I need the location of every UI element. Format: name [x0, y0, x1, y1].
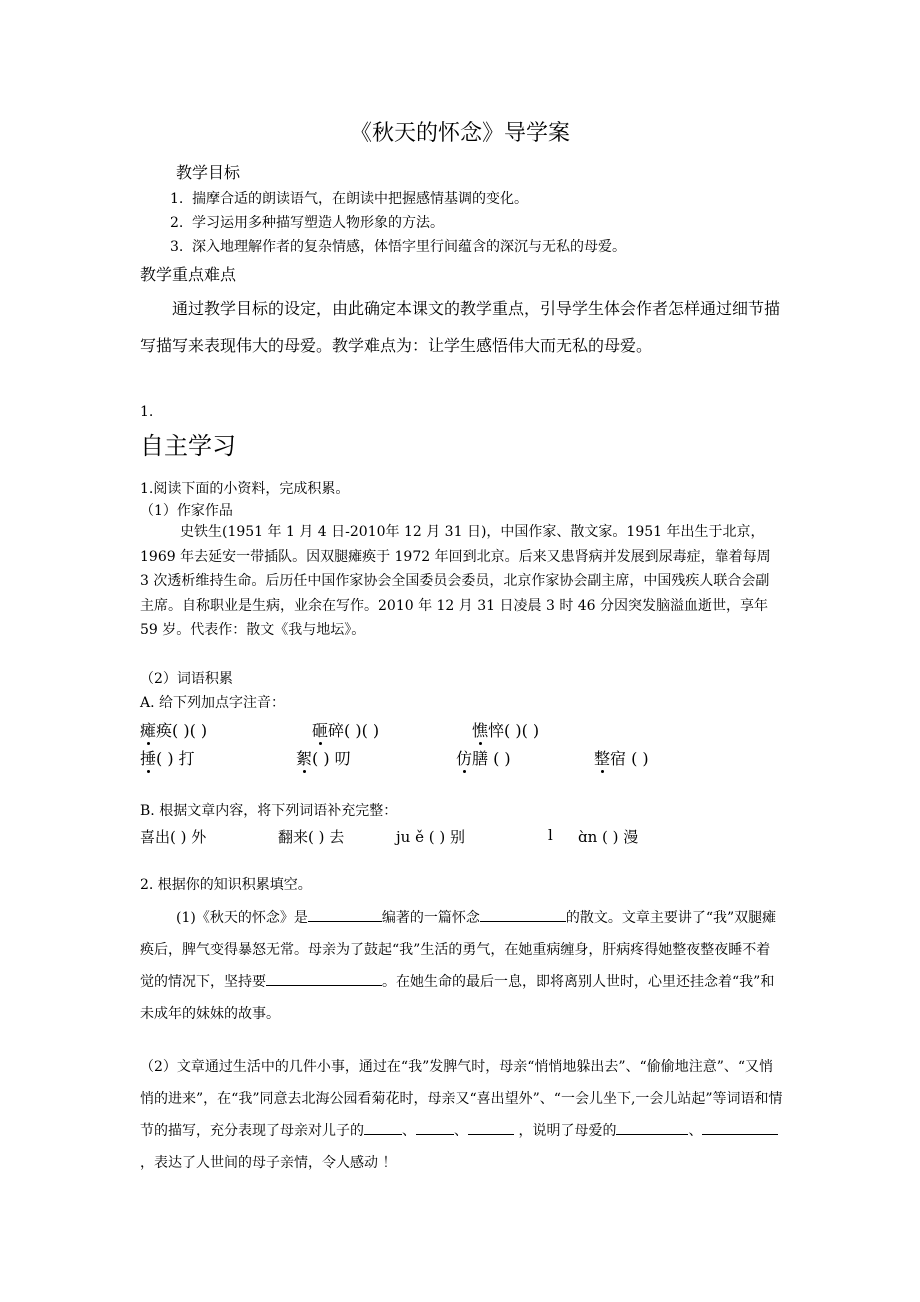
objective-item — [170, 236, 626, 256]
pinyin-item — [140, 746, 195, 769]
objective-item — [170, 212, 444, 232]
author-bio-text: 史铁生(1951 年 1 月 4 日-2010年 12 月 31 日)，中国作家、散文家。1951 年出生于北京，1969 年去延安一带插队。因双腿瘫痪于 1972 年回到北京。后来又患肾病并发展到尿毒症，靠着每周 3 次透析维持生命。后历任中国作家协会全国委员会委员，北京作家协会副主席，中国残疾人联合会副主席。自称职业是生病，业余在写作。2010 年 12 月 31 日凌晨 3 时 46 分因突发脑溢血逝世，享年 59 岁。代表作：散文《我与地坛》。 — [140, 524, 771, 638]
list-marker: 1. — [140, 404, 154, 420]
pinyin-blank: 膳 ( ) — [472, 749, 511, 768]
fill-in-paragraph-2 — [140, 1051, 783, 1179]
answer-blank[interactable] — [364, 1120, 402, 1135]
question-b: B. 根据文章内容，将下列词语补充完整： — [140, 803, 398, 819]
fill-text: 、 — [688, 1123, 703, 1139]
fill-text: (1)《秋天的怀念》是 — [176, 910, 308, 926]
objective-num: 1. — [170, 191, 184, 207]
pinyin-item — [140, 718, 207, 741]
fill-text: （2）文章通过生活中的几件小事，通过在“我”发脾气时，母亲“悄悄地躲出去”、“偷偷地注意”、“又悄悄的进来”，在“我”同意去北海公园看菊花时，母亲又“喜出望外”、“一会儿坐下,一会儿站起”等词语和情节的描写，充分表现了母亲对儿子的 — [140, 1059, 783, 1139]
key-points-paragraph — [140, 290, 782, 364]
key-points-heading: 教学重点难点 — [140, 265, 237, 284]
pinyin-item — [472, 718, 539, 741]
author-bio — [140, 520, 780, 643]
fill-word: 翻来( ) 去 — [278, 828, 345, 846]
pinyin-blank: 悴( )( ) — [488, 721, 540, 740]
pinyin-blank: ( ) 叨 — [312, 749, 351, 768]
fill-text: 、 — [402, 1123, 416, 1139]
pinyin-blank: 宿 ( ) — [610, 749, 649, 768]
dotted-char: 捶 — [140, 749, 157, 768]
objectives-heading: 教学目标 — [176, 163, 241, 182]
sub-heading-author: （1）作家作品 — [140, 503, 233, 519]
objective-text: 揣摩合适的朗读语气，在朗读中把握感情基调的变化。 — [192, 191, 528, 207]
answer-blank[interactable] — [702, 1120, 778, 1135]
dotted-char: 憔 — [472, 721, 489, 740]
answer-blank[interactable] — [416, 1120, 454, 1135]
objective-item — [170, 188, 528, 208]
answer-blank[interactable] — [480, 907, 566, 922]
answer-blank[interactable] — [266, 971, 382, 986]
dotted-char: 砸 — [312, 721, 329, 740]
question-1: 1.阅读下面的小资料，完成积累。 — [140, 481, 350, 497]
fill-in-paragraph-1 — [140, 902, 783, 1030]
objective-text: 学习运用多种描写塑造人物形象的方法。 — [192, 215, 444, 231]
question-2: 2. 根据你的知识积累填空。 — [140, 877, 312, 893]
answer-blank[interactable] — [468, 1120, 514, 1135]
dotted-char: 仿 — [456, 749, 473, 768]
fill-text: ，说明了母爱的 — [514, 1123, 617, 1139]
fill-word: ɑ̀n ( ) 漫 — [578, 828, 639, 846]
objective-num: 2. — [170, 215, 184, 231]
dotted-char: 瘫 — [140, 721, 157, 740]
pinyin-item — [312, 718, 379, 741]
pinyin-item — [296, 746, 351, 769]
answer-blank[interactable] — [616, 1120, 688, 1135]
fill-word: ju ě ( ) 别 — [396, 828, 465, 846]
dotted-char: 整 — [594, 749, 611, 768]
answer-blank[interactable] — [308, 907, 382, 922]
doc-title: 《秋天的怀念》导学案 — [349, 121, 570, 146]
pinyin-blank: 碎( )( ) — [328, 721, 380, 740]
fill-text: 。在她生命的最后一息，即将离别人世时，心里还挂念着“我”和未成年的妹妹的故事。 — [140, 974, 775, 1022]
pinyin-blank: 痪( )( ) — [156, 721, 208, 740]
fill-text: 、 — [454, 1123, 468, 1139]
pinyin-item — [456, 746, 511, 769]
fill-text: 编著的一篇怀念 — [381, 910, 480, 926]
key-points-text: 通过教学目标的设定，由此确定本课文的教学重点，引导学生体会作者怎样通过细节描写描写来表现伟大的母爱。教学难点为：让学生感悟伟大而无私的母爱。 — [140, 299, 781, 355]
fill-text: 的散文。文章主要讲了“我”双腿瘫痪后，脾气变得暴怒无常。母亲为了鼓起“我”生活的勇气，在她重病缠身，肝病疼得她整夜整夜睡不着觉的情况下，坚持要 — [140, 910, 777, 990]
sub-heading-vocab: （2）词语积累 — [140, 671, 233, 687]
pinyin-item — [594, 746, 649, 769]
fill-word: 喜出( ) 外 — [140, 828, 207, 846]
pinyin-blank: ( ) 打 — [156, 749, 195, 768]
self-study-heading: 自主学习 — [140, 432, 236, 460]
objective-text: 深入地理解作者的复杂情感，体悟字里行间蕴含的深沉与无私的母爱。 — [192, 239, 626, 255]
question-a: A. 给下列加点字注音： — [140, 695, 286, 711]
objective-num: 3. — [170, 239, 184, 255]
fill-word: l — [548, 826, 553, 844]
fill-text: ，表达了人世间的母子亲情，令人感动 ！ — [140, 1155, 397, 1171]
dotted-char: 絮 — [296, 749, 313, 768]
